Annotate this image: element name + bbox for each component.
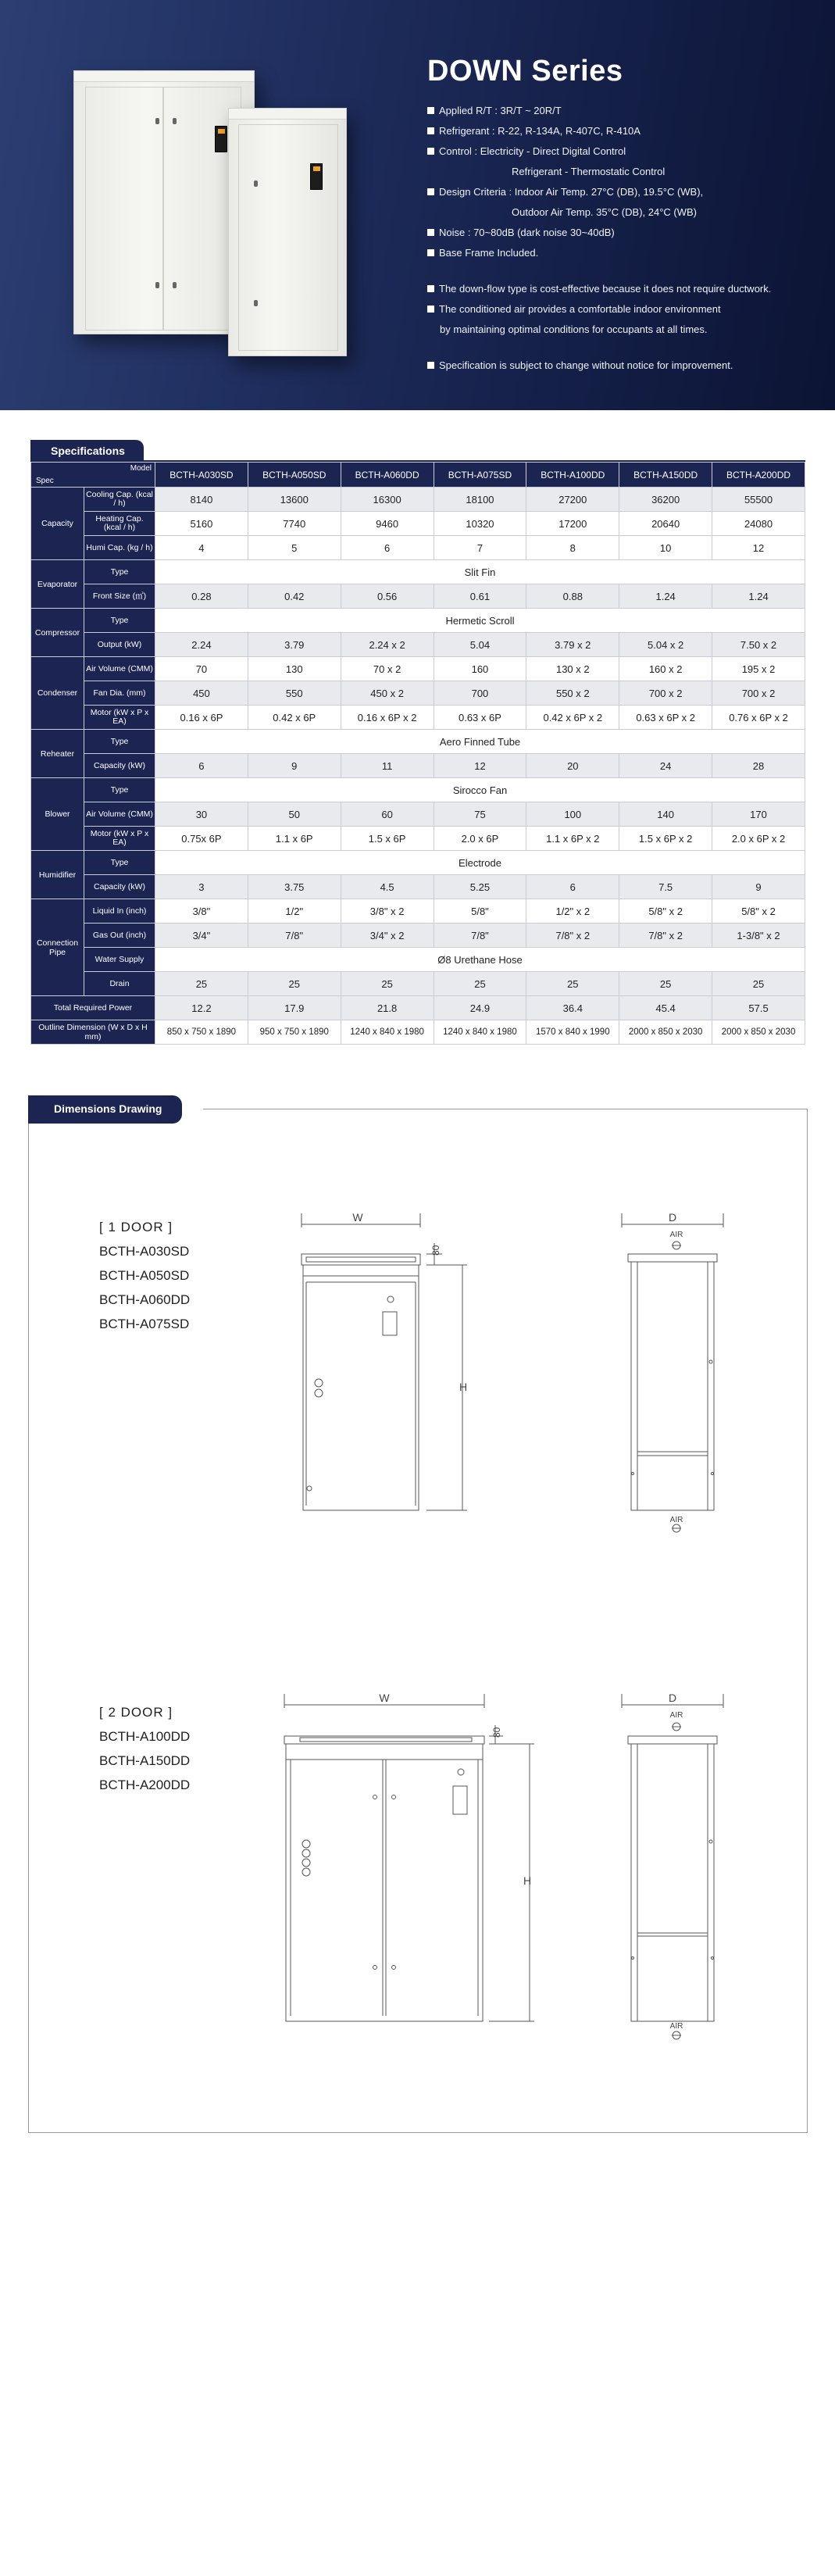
spec-row-hu_type bbox=[31, 851, 805, 875]
row-label: Heating Cap. (kcal / h) bbox=[84, 512, 155, 536]
spec-row-fan bbox=[31, 681, 805, 706]
table-cell: 9 bbox=[712, 875, 805, 899]
table-cell: 0.75x 6P bbox=[155, 827, 248, 851]
table-cell: 130 x 2 bbox=[526, 657, 619, 681]
model-header: BCTH-A075SD bbox=[434, 463, 526, 488]
spec-row-total bbox=[31, 996, 805, 1020]
spec-row-bl_air bbox=[31, 802, 805, 827]
table-cell: 16300 bbox=[341, 488, 434, 512]
spec-line: Base Frame Included. bbox=[427, 243, 771, 263]
table-cell: 4 bbox=[155, 536, 248, 560]
table-cell: 7/8" x 2 bbox=[526, 924, 619, 948]
table-cell: 18100 bbox=[434, 488, 526, 512]
spec-row-output bbox=[31, 633, 805, 657]
table-cell: 6 bbox=[155, 754, 248, 778]
table-corner bbox=[31, 463, 155, 488]
table-cell-merged: Aero Finned Tube bbox=[155, 730, 805, 754]
table-cell: 7.50 x 2 bbox=[712, 633, 805, 657]
table-cell: 5.04 x 2 bbox=[619, 633, 712, 657]
table-cell: 7/8" bbox=[434, 924, 526, 948]
drawing-1door-side bbox=[617, 1207, 734, 1567]
model-header: BCTH-A050SD bbox=[248, 463, 341, 488]
table-cell: 57.5 bbox=[712, 996, 805, 1020]
table-cell: 7/8" x 2 bbox=[619, 924, 712, 948]
table-cell: 1-3/8" x 2 bbox=[712, 924, 805, 948]
table-cell: 550 x 2 bbox=[526, 681, 619, 706]
table-cell: 3.79 bbox=[248, 633, 341, 657]
table-cell: 9 bbox=[248, 754, 341, 778]
table-cell: 0.56 bbox=[341, 584, 434, 609]
table-cell: 950 x 750 x 1890 bbox=[248, 1020, 341, 1045]
spec-row-reh_cap bbox=[31, 754, 805, 778]
table-cell: 25 bbox=[619, 972, 712, 996]
table-cell: 10 bbox=[619, 536, 712, 560]
table-cell: 0.63 x 6P x 2 bbox=[619, 706, 712, 730]
spec-table bbox=[30, 462, 805, 1045]
table-cell: 850 x 750 x 1890 bbox=[155, 1020, 248, 1045]
table-cell: 1240 x 840 x 1980 bbox=[434, 1020, 526, 1045]
row-label: Front Size (㎡) bbox=[84, 584, 155, 609]
table-cell: 36.4 bbox=[526, 996, 619, 1020]
category-evaporator: Evaporator bbox=[31, 560, 84, 609]
table-cell: 0.42 x 6P bbox=[248, 706, 341, 730]
group-1-door bbox=[99, 1215, 190, 1336]
note-line: Specification is subject to change without notice for improvement. bbox=[427, 355, 771, 376]
depth-label: D bbox=[668, 1692, 677, 1704]
row-label: Liquid In (inch) bbox=[84, 899, 155, 924]
table-cell: 0.42 bbox=[248, 584, 341, 609]
table-cell: 5 bbox=[248, 536, 341, 560]
drawing-2door-side bbox=[617, 1688, 734, 2047]
table-cell: 0.63 x 6P bbox=[434, 706, 526, 730]
table-cell: 25 bbox=[155, 972, 248, 996]
table-cell-merged: Hermetic Scroll bbox=[155, 609, 805, 633]
row-label: Output (kW) bbox=[84, 633, 155, 657]
model-header: BCTH-A060DD bbox=[341, 463, 434, 488]
spec-row-cond_air bbox=[31, 657, 805, 681]
row-label: Type bbox=[84, 730, 155, 754]
table-cell: 7.5 bbox=[619, 875, 712, 899]
table-cell: 3/8" x 2 bbox=[341, 899, 434, 924]
base-label: 80 bbox=[430, 1245, 441, 1256]
spec-row-drain bbox=[31, 972, 805, 996]
table-cell: 7/8" bbox=[248, 924, 341, 948]
table-cell: 5.25 bbox=[434, 875, 526, 899]
table-cell: 3/4" x 2 bbox=[341, 924, 434, 948]
spec-row-water bbox=[31, 948, 805, 972]
model-label: BCTH-A075SD bbox=[99, 1317, 190, 1331]
table-cell: 6 bbox=[526, 875, 619, 899]
note-line: by maintaining optimal conditions for occupants at all times. bbox=[440, 323, 708, 335]
table-cell: 36200 bbox=[619, 488, 712, 512]
table-cell: 24 bbox=[619, 754, 712, 778]
spec-row-bl_type bbox=[31, 778, 805, 802]
corner-spec-label: Spec bbox=[36, 477, 54, 485]
table-cell: 1.5 x 6P x 2 bbox=[619, 827, 712, 851]
table-cell: 60 bbox=[341, 802, 434, 827]
table-cell: 0.16 x 6P x 2 bbox=[341, 706, 434, 730]
table-cell: 12 bbox=[434, 754, 526, 778]
table-cell: 1/2" x 2 bbox=[526, 899, 619, 924]
table-cell: 20 bbox=[526, 754, 619, 778]
table-cell: 6 bbox=[341, 536, 434, 560]
table-cell: 8140 bbox=[155, 488, 248, 512]
depth-label: D bbox=[668, 1211, 677, 1224]
base-label: 80 bbox=[491, 1727, 502, 1738]
table-cell: 1570 x 840 x 1990 bbox=[526, 1020, 619, 1045]
air-outlet-label: AIR bbox=[669, 2022, 683, 2031]
category-connection: Connection Pipe bbox=[31, 899, 84, 996]
table-cell: 1.24 bbox=[619, 584, 712, 609]
table-cell: 45.4 bbox=[619, 996, 712, 1020]
table-cell: 25 bbox=[434, 972, 526, 996]
table-cell: 4.5 bbox=[341, 875, 434, 899]
table-cell: 5/8" bbox=[434, 899, 526, 924]
table-cell: 140 bbox=[619, 802, 712, 827]
spec-row-reh_type bbox=[31, 730, 805, 754]
width-label: W bbox=[379, 1692, 390, 1704]
table-cell: 27200 bbox=[526, 488, 619, 512]
spec-line: Design Criteria : Indoor Air Temp. 27°C (DB), 19.5°C (WB), bbox=[427, 182, 771, 202]
group-title: [ 2 DOOR ] bbox=[99, 1705, 173, 1720]
table-cell: 8 bbox=[526, 536, 619, 560]
model-header: BCTH-A150DD bbox=[619, 463, 712, 488]
table-cell: 450 bbox=[155, 681, 248, 706]
table-cell: 700 bbox=[434, 681, 526, 706]
table-cell: 9460 bbox=[341, 512, 434, 536]
table-cell: 0.88 bbox=[526, 584, 619, 609]
spec-row-evap_type bbox=[31, 560, 805, 584]
table-cell: 0.16 x 6P bbox=[155, 706, 248, 730]
category-blower: Blower bbox=[31, 778, 84, 851]
dimensions-tab: Dimensions Drawing bbox=[28, 1095, 182, 1124]
row-label: Air Volume (CMM) bbox=[84, 657, 155, 681]
table-cell: 2.0 x 6P x 2 bbox=[712, 827, 805, 851]
table-cell: 28 bbox=[712, 754, 805, 778]
row-label: Drain bbox=[84, 972, 155, 996]
table-cell: 17200 bbox=[526, 512, 619, 536]
table-cell: 3/8" bbox=[155, 899, 248, 924]
hero-text bbox=[427, 55, 771, 376]
table-cell: 550 bbox=[248, 681, 341, 706]
table-cell: 160 bbox=[434, 657, 526, 681]
height-label: H bbox=[459, 1381, 468, 1393]
row-label: Fan Dia. (mm) bbox=[84, 681, 155, 706]
table-cell: 450 x 2 bbox=[341, 681, 434, 706]
category-condenser: Condenser bbox=[31, 657, 84, 730]
row-label: Type bbox=[84, 778, 155, 802]
group-2-door bbox=[99, 1700, 190, 1797]
table-cell: 3/4" bbox=[155, 924, 248, 948]
table-cell: 24080 bbox=[712, 512, 805, 536]
category-outline: Outline Dimension (W x D x H mm) bbox=[31, 1020, 155, 1045]
category-total: Total Required Power bbox=[31, 996, 155, 1020]
table-cell: 25 bbox=[526, 972, 619, 996]
spec-row-outline bbox=[31, 1020, 805, 1045]
spec-row-comp_type bbox=[31, 609, 805, 633]
table-cell: 195 x 2 bbox=[712, 657, 805, 681]
table-cell: 2000 x 850 x 2030 bbox=[619, 1020, 712, 1045]
table-cell: 160 x 2 bbox=[619, 657, 712, 681]
spec-line: Outdoor Air Temp. 35°C (DB), 24°C (WB) bbox=[512, 206, 698, 218]
note-line: The down-flow type is cost-effective because it does not require ductwork. bbox=[427, 279, 771, 299]
air-inlet-label: AIR bbox=[669, 1231, 683, 1239]
row-label: Capacity (kW) bbox=[84, 754, 155, 778]
table-cell: 55500 bbox=[712, 488, 805, 512]
spec-row-gas bbox=[31, 924, 805, 948]
model-label: BCTH-A060DD bbox=[99, 1292, 191, 1307]
table-cell: 70 x 2 bbox=[341, 657, 434, 681]
table-cell: 10320 bbox=[434, 512, 526, 536]
table-cell: 2.24 x 2 bbox=[341, 633, 434, 657]
row-label: Type bbox=[84, 560, 155, 584]
table-cell-merged: Ø8 Urethane Hose bbox=[155, 948, 805, 972]
spec-row-liquid bbox=[31, 899, 805, 924]
table-cell: 3 bbox=[155, 875, 248, 899]
table-cell: 1.1 x 6P x 2 bbox=[526, 827, 619, 851]
spec-line: Control : Electricity - Direct Digital Control bbox=[427, 141, 771, 162]
drawing-2door-front bbox=[277, 1688, 534, 2031]
air-inlet-label: AIR bbox=[669, 1711, 683, 1720]
model-label: BCTH-A150DD bbox=[99, 1753, 191, 1768]
row-label: Humi Cap. (kg / h) bbox=[84, 536, 155, 560]
row-label: Motor (kW x P x EA) bbox=[84, 827, 155, 851]
specifications-section bbox=[30, 440, 805, 1045]
specifications-tab: Specifications bbox=[30, 440, 144, 461]
table-cell: 30 bbox=[155, 802, 248, 827]
category-compressor: Compressor bbox=[31, 609, 84, 657]
dimensions-tab-wrap bbox=[28, 1095, 182, 1124]
table-cell: 3.79 x 2 bbox=[526, 633, 619, 657]
model-label: BCTH-A030SD bbox=[99, 1244, 190, 1259]
series-title: DOWN Series bbox=[427, 55, 623, 88]
row-label: Motor (kW x P x EA) bbox=[84, 706, 155, 730]
table-cell: 7740 bbox=[248, 512, 341, 536]
spec-row-cooling bbox=[31, 488, 805, 512]
table-cell: 24.9 bbox=[434, 996, 526, 1020]
height-label: H bbox=[523, 1874, 532, 1887]
table-cell: 1/2" bbox=[248, 899, 341, 924]
row-label: Gas Out (inch) bbox=[84, 924, 155, 948]
table-cell: 170 bbox=[712, 802, 805, 827]
table-cell: 11 bbox=[341, 754, 434, 778]
row-label: Cooling Cap. (kcal / h) bbox=[84, 488, 155, 512]
spec-row-humi bbox=[31, 536, 805, 560]
table-cell: 12 bbox=[712, 536, 805, 560]
table-cell: 70 bbox=[155, 657, 248, 681]
row-label: Type bbox=[84, 609, 155, 633]
model-label: BCTH-A050SD bbox=[99, 1268, 190, 1283]
spec-line: Noise : 70~80dB (dark noise 30~40dB) bbox=[427, 223, 771, 243]
row-label: Air Volume (CMM) bbox=[84, 802, 155, 827]
model-header: BCTH-A200DD bbox=[712, 463, 805, 488]
spec-row-cond_motor bbox=[31, 706, 805, 730]
table-cell: 130 bbox=[248, 657, 341, 681]
table-cell: 75 bbox=[434, 802, 526, 827]
table-cell: 100 bbox=[526, 802, 619, 827]
table-cell-merged: Sirocco Fan bbox=[155, 778, 805, 802]
note-line: The conditioned air provides a comfortable indoor environment bbox=[427, 299, 771, 320]
spec-row-heating bbox=[31, 512, 805, 536]
table-cell: 25 bbox=[341, 972, 434, 996]
table-cell: 50 bbox=[248, 802, 341, 827]
table-cell: 7 bbox=[434, 536, 526, 560]
row-label: Type bbox=[84, 851, 155, 875]
table-cell: 1.1 x 6P bbox=[248, 827, 341, 851]
table-cell: 5/8" x 2 bbox=[619, 899, 712, 924]
spec-row-front bbox=[31, 584, 805, 609]
group-title: [ 1 DOOR ] bbox=[99, 1220, 173, 1234]
table-cell: 1.24 bbox=[712, 584, 805, 609]
table-cell: 13600 bbox=[248, 488, 341, 512]
table-cell: 3.75 bbox=[248, 875, 341, 899]
model-label: BCTH-A200DD bbox=[99, 1777, 191, 1792]
model-header: BCTH-A100DD bbox=[526, 463, 619, 488]
table-cell: 2000 x 850 x 2030 bbox=[712, 1020, 805, 1045]
table-cell: 5.04 bbox=[434, 633, 526, 657]
product-image-1-door bbox=[228, 108, 347, 356]
spec-line: Applied R/T : 3R/T ~ 20R/T bbox=[427, 101, 771, 121]
category-reheater: Reheater bbox=[31, 730, 84, 778]
spec-row-bl_motor bbox=[31, 827, 805, 851]
table-cell: 700 x 2 bbox=[712, 681, 805, 706]
row-label: Capacity (kW) bbox=[84, 875, 155, 899]
table-cell: 0.42 x 6P x 2 bbox=[526, 706, 619, 730]
hero-banner bbox=[0, 0, 835, 410]
table-cell: 1240 x 840 x 1980 bbox=[341, 1020, 434, 1045]
table-cell: 25 bbox=[248, 972, 341, 996]
table-cell: 0.28 bbox=[155, 584, 248, 609]
table-cell: 5160 bbox=[155, 512, 248, 536]
table-cell: 0.61 bbox=[434, 584, 526, 609]
row-label: Water Supply bbox=[84, 948, 155, 972]
table-cell: 21.8 bbox=[341, 996, 434, 1020]
category-capacity: Capacity bbox=[31, 488, 84, 560]
table-cell: 0.76 x 6P x 2 bbox=[712, 706, 805, 730]
corner-model-label: Model bbox=[130, 464, 152, 473]
width-label: W bbox=[352, 1211, 363, 1224]
table-cell: 700 x 2 bbox=[619, 681, 712, 706]
table-cell-merged: Slit Fin bbox=[155, 560, 805, 584]
spec-line: Refrigerant - Thermostatic Control bbox=[512, 166, 666, 177]
table-cell: 5/8" x 2 bbox=[712, 899, 805, 924]
spec-row-hu_cap bbox=[31, 875, 805, 899]
model-header: BCTH-A030SD bbox=[155, 463, 248, 488]
drawing-1door-front bbox=[289, 1207, 469, 1543]
air-outlet-label: AIR bbox=[669, 1516, 683, 1524]
category-humidifier: Humidifier bbox=[31, 851, 84, 899]
model-label: BCTH-A100DD bbox=[99, 1729, 191, 1744]
table-cell: 2.24 bbox=[155, 633, 248, 657]
table-cell: 12.2 bbox=[155, 996, 248, 1020]
table-cell: 20640 bbox=[619, 512, 712, 536]
table-cell: 17.9 bbox=[248, 996, 341, 1020]
table-cell: 2.0 x 6P bbox=[434, 827, 526, 851]
table-cell-merged: Electrode bbox=[155, 851, 805, 875]
table-cell: 25 bbox=[712, 972, 805, 996]
table-cell: 1.5 x 6P bbox=[341, 827, 434, 851]
spec-line: Refrigerant : R-22, R-134A, R-407C, R-410A bbox=[427, 121, 771, 141]
